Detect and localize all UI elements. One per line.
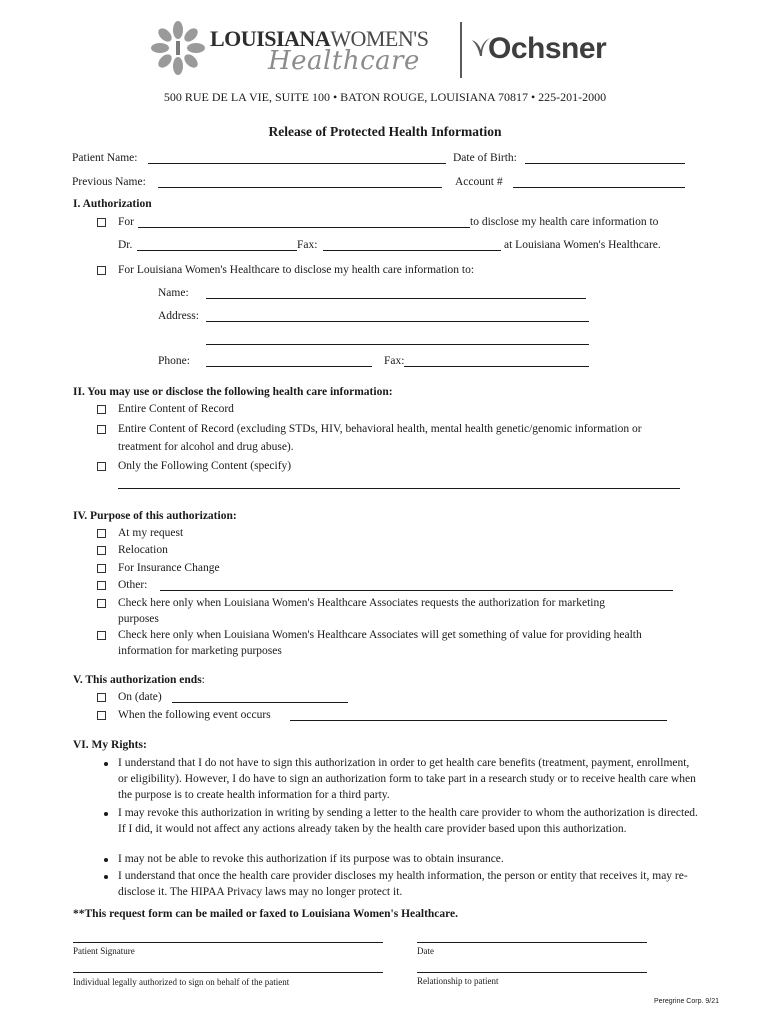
logo-divider <box>460 22 462 78</box>
bullet-1 <box>104 762 108 766</box>
section-6-heading: VI. My Rights: <box>73 739 147 751</box>
rights-item-3: I may not be able to revoke this authorization if its purpose was to obtain insurance. <box>118 853 504 865</box>
section-1-heading: I. Authorization <box>73 198 152 210</box>
other-purpose-field[interactable] <box>160 590 673 591</box>
authorization-for-checkbox[interactable] <box>97 218 106 227</box>
end-date-checkbox[interactable] <box>97 693 106 702</box>
entire-record-checkbox[interactable] <box>97 405 106 414</box>
marketing-requests-label: Check here only when Louisiana Women's Healthcare Associates requests the authorization for marketing <box>118 597 605 609</box>
page-title: Release of Protected Health Information <box>268 124 502 139</box>
dr-fax-field[interactable] <box>323 250 501 251</box>
recipient-address-field-1[interactable] <box>206 321 589 322</box>
marketing-value-label: Check here only when Louisiana Women's Healthcare Associates will get something of value for providing health <box>118 629 642 641</box>
lwh-light-text: WOMEN'S <box>330 26 429 51</box>
footer-version: Peregrine Corp. 9/21 <box>654 998 719 1005</box>
lwh-logo <box>150 20 460 80</box>
lwh-bold-text: LOUISIANA <box>210 26 331 51</box>
previous-name-label: Previous Name: <box>72 176 146 188</box>
patient-signature-field[interactable] <box>73 942 383 943</box>
for-label: For <box>118 216 134 228</box>
rights-item-4: I understand that once the health care provider discloses my health information, the person or entity that receives it, may re-disclose it. The HIPAA Privacy laws may no longer protect it. <box>118 870 688 898</box>
dob-label: Date of Birth: <box>453 152 517 164</box>
recipient-phone-label: Phone: <box>158 355 190 367</box>
authorized-individual-field[interactable] <box>73 972 383 973</box>
clinic-address: 500 RUE DE LA VIE, SUITE 100 • BATON ROUGE, LOUISIANA 70817 • 225-201-2000 <box>163 90 607 104</box>
mail-note: **This request form can be mailed or faxed to Louisiana Women's Healthcare. <box>73 908 459 920</box>
bullet-4 <box>104 875 108 879</box>
end-date-label: On (date) <box>118 691 162 703</box>
end-date-field[interactable] <box>172 702 348 703</box>
marketing-value-checkbox[interactable] <box>97 631 106 640</box>
patient-name-field[interactable] <box>148 163 446 164</box>
other-purpose-checkbox[interactable] <box>97 581 106 590</box>
dob-field[interactable] <box>525 163 685 164</box>
ochsner-logo: Ochsner <box>488 32 607 65</box>
recipient-fax-field[interactable] <box>404 366 589 367</box>
entire-record-excluding-label: Entire Content of Record (excluding STDs, HIV, behavioral health, mental health genetic/genomic information or <box>118 423 642 435</box>
relocation-checkbox[interactable] <box>97 546 106 555</box>
marketing-requests-checkbox[interactable] <box>97 599 106 608</box>
to-disclose-text: to disclose my health care information to <box>470 216 659 228</box>
account-label: Account # <box>455 176 503 188</box>
entire-record-excluding-checkbox[interactable] <box>97 425 106 434</box>
other-purpose-label: Other: <box>118 579 148 591</box>
dr-label: Dr. <box>118 239 133 251</box>
section-4-heading: IV. Purpose of this authorization: <box>73 510 237 522</box>
bullet-3 <box>104 858 108 862</box>
at-my-request-label: At my request <box>118 527 184 539</box>
dr-name-field[interactable] <box>137 250 297 251</box>
recipient-name-label: Name: <box>158 287 189 299</box>
following-content-field[interactable] <box>118 488 680 489</box>
patient-word: Patient <box>73 946 98 956</box>
following-content-label: Only the Following Content (specify) <box>118 460 292 472</box>
for-field[interactable] <box>138 227 470 228</box>
authorized-individual-label: Individual legally authorized to sign on behalf of the patient <box>73 977 290 987</box>
recipient-fax-label: Fax: <box>384 355 405 367</box>
recipient-address-label: Address: <box>158 310 199 322</box>
end-event-label: When the following event occurs <box>118 709 271 721</box>
recipient-address-field-2[interactable] <box>206 344 589 345</box>
end-event-checkbox[interactable] <box>97 711 106 720</box>
at-lwh-text: at Louisiana Women's Healthcare. <box>504 239 661 251</box>
section-2-heading: II. You may use or disclose the following health care information: <box>73 386 393 398</box>
previous-name-field[interactable] <box>158 187 442 188</box>
end-event-field[interactable] <box>290 720 667 721</box>
bullet-2 <box>104 812 108 816</box>
signature-word: Signature <box>100 946 135 956</box>
insurance-change-label: For Insurance Change <box>118 562 220 574</box>
relationship-field[interactable] <box>417 972 647 973</box>
rights-item-1: I understand that I do not have to sign this authorization in order to get health care benefits (treatment, payment, enrollment, or eligibility). However, I do have to sign an authorization form to take part in a research study or to receive health care when the purpose is to create health information for a third party. <box>118 757 696 801</box>
lwh-disclose-checkbox[interactable] <box>97 266 106 275</box>
marketing-requests-label-2: purposes <box>118 613 159 625</box>
insurance-change-checkbox[interactable] <box>97 564 106 573</box>
fax-label: Fax: <box>297 239 318 251</box>
lwh-disclose-text: For Louisiana Women's Healthcare to disclose my health care information to: <box>118 264 475 276</box>
patient-signature-label <box>73 946 135 956</box>
flower-logo-icon <box>150 20 206 76</box>
section-5-heading-colon: : <box>201 674 205 686</box>
marketing-value-label-2: information for marketing purposes <box>118 645 282 657</box>
recipient-name-field[interactable] <box>206 298 586 299</box>
relationship-label: Relationship to patient <box>417 976 499 986</box>
recipient-phone-field[interactable] <box>206 366 372 367</box>
section-5-heading-text: V. This authorization ends <box>73 674 202 686</box>
entire-record-label: Entire Content of Record <box>118 403 234 415</box>
account-field[interactable] <box>513 187 685 188</box>
lwh-script-text: Healthcare <box>268 46 420 76</box>
signature-date-label: Date <box>417 946 434 956</box>
rights-item-2: I may revoke this authorization in writing by sending a letter to the health care provider to whom the authorization is directed. If I did, it would not affect any actions already taken by the health care provider based upon this authorization. <box>118 807 698 835</box>
following-content-checkbox[interactable] <box>97 462 106 471</box>
patient-name-label: Patient Name: <box>72 152 138 164</box>
section-5-heading <box>73 674 205 686</box>
signature-date-field[interactable] <box>417 942 647 943</box>
entire-record-excluding-label-2: treatment for alcohol and drug abuse). <box>118 441 294 453</box>
relocation-label: Relocation <box>118 544 168 556</box>
at-my-request-checkbox[interactable] <box>97 529 106 538</box>
